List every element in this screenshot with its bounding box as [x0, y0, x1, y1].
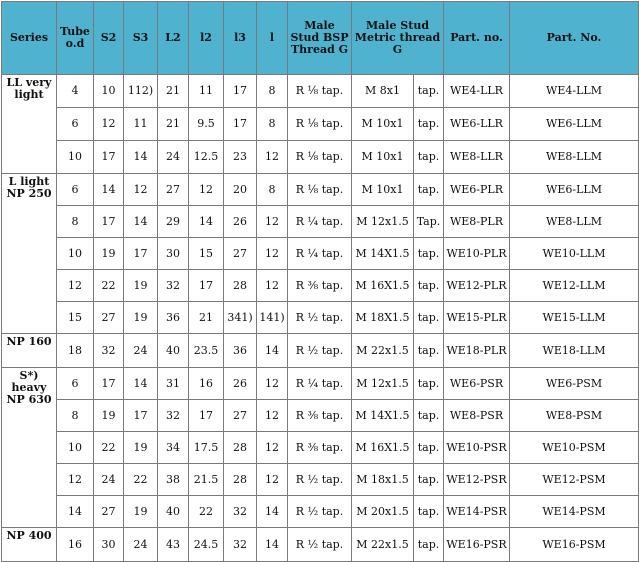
header-metric-thread: Male Stud Metric thread G: [352, 2, 444, 75]
table-row: [2, 528, 639, 562]
l3-cell: 28: [224, 432, 257, 464]
header-series: Series: [2, 2, 57, 75]
part-no-bsp-cell: WE10-PLR: [444, 238, 510, 270]
l2-upper-cell: 27: [158, 174, 189, 206]
l2-lower-cell: 22: [189, 496, 224, 528]
l-cell: 14: [257, 496, 288, 528]
part-no-bsp-cell: WE18-PLR: [444, 334, 510, 368]
fittings-spec-table: [1, 1, 639, 562]
header-s3: S3: [124, 2, 158, 75]
s2-cell: 24: [94, 464, 124, 496]
bsp-thread-cell: R ½ tap.: [288, 464, 352, 496]
l3-cell: 27: [224, 400, 257, 432]
series-cell: LL very light: [2, 75, 57, 174]
part-no-metric-cell: WE14-PSM: [510, 496, 639, 528]
table-row: [2, 302, 639, 334]
part-no-bsp-cell: WE8-PLR: [444, 206, 510, 238]
part-no-metric-cell: WE18-LLM: [510, 334, 639, 368]
series-cell: L light NP 250: [2, 174, 57, 334]
l2-lower-cell: 16: [189, 368, 224, 400]
part-no-metric-cell: WE8-LLM: [510, 141, 639, 174]
part-no-bsp-cell: WE16-PSR: [444, 528, 510, 562]
l3-cell: 17: [224, 108, 257, 141]
l3-cell: 28: [224, 464, 257, 496]
metric-tap-cell: tap.: [414, 464, 444, 496]
part-no-metric-cell: WE10-LLM: [510, 238, 639, 270]
table-row: [2, 400, 639, 432]
l3-cell: 28: [224, 270, 257, 302]
s3-cell: 24: [124, 334, 158, 368]
l2-upper-cell: 21: [158, 108, 189, 141]
s3-cell: 14: [124, 368, 158, 400]
tube-od-cell: 6: [57, 108, 94, 141]
l-cell: 12: [257, 206, 288, 238]
tube-od-cell: 10: [57, 432, 94, 464]
l2-lower-cell: 9.5: [189, 108, 224, 141]
s2-cell: 19: [94, 238, 124, 270]
l2-lower-cell: 15: [189, 238, 224, 270]
l2-upper-cell: 43: [158, 528, 189, 562]
metric-tap-cell: tap.: [414, 75, 444, 108]
bsp-thread-cell: R ⅛ tap.: [288, 75, 352, 108]
table-row: [2, 174, 639, 206]
part-no-metric-cell: WE10-PSM: [510, 432, 639, 464]
s2-cell: 22: [94, 270, 124, 302]
part-no-metric-cell: WE6-PSM: [510, 368, 639, 400]
part-no-bsp-cell: WE6-PLR: [444, 174, 510, 206]
header-row: [2, 2, 639, 75]
s3-cell: 17: [124, 238, 158, 270]
s3-cell: 19: [124, 302, 158, 334]
s2-cell: 19: [94, 400, 124, 432]
bsp-thread-cell: R ⅜ tap.: [288, 432, 352, 464]
l2-upper-cell: 32: [158, 270, 189, 302]
l2-upper-cell: 31: [158, 368, 189, 400]
s2-cell: 30: [94, 528, 124, 562]
tube-od-cell: 6: [57, 368, 94, 400]
table-row: [2, 270, 639, 302]
part-no-metric-cell: WE4-LLM: [510, 75, 639, 108]
l2-lower-cell: 21: [189, 302, 224, 334]
part-no-bsp-cell: WE6-LLR: [444, 108, 510, 141]
s3-cell: 14: [124, 206, 158, 238]
l2-lower-cell: 17.5: [189, 432, 224, 464]
part-no-metric-cell: WE16-PSM: [510, 528, 639, 562]
s3-cell: 11: [124, 108, 158, 141]
l-cell: 12: [257, 238, 288, 270]
part-no-metric-cell: WE15-LLM: [510, 302, 639, 334]
l3-cell: 36: [224, 334, 257, 368]
header-tube-od: Tube o.d: [57, 2, 94, 75]
s3-cell: 17: [124, 400, 158, 432]
bsp-thread-cell: R ½ tap.: [288, 334, 352, 368]
l2-upper-cell: 34: [158, 432, 189, 464]
l2-upper-cell: 30: [158, 238, 189, 270]
l3-cell: 20: [224, 174, 257, 206]
tube-od-cell: 15: [57, 302, 94, 334]
tube-od-cell: 18: [57, 334, 94, 368]
metric-tap-cell: tap.: [414, 432, 444, 464]
bsp-thread-cell: R ½ tap.: [288, 528, 352, 562]
table-row: [2, 238, 639, 270]
l2-upper-cell: 32: [158, 400, 189, 432]
l-cell: 12: [257, 270, 288, 302]
bsp-thread-cell: R ½ tap.: [288, 302, 352, 334]
table-row: [2, 464, 639, 496]
s3-cell: 22: [124, 464, 158, 496]
bsp-thread-cell: R ¼ tap.: [288, 238, 352, 270]
l3-cell: 27: [224, 238, 257, 270]
s3-cell: 112): [124, 75, 158, 108]
l2-lower-cell: 17: [189, 270, 224, 302]
tube-od-cell: 6: [57, 174, 94, 206]
s2-cell: 17: [94, 141, 124, 174]
metric-thread-cell: M 18x1.5: [352, 464, 414, 496]
l2-lower-cell: 12.5: [189, 141, 224, 174]
metric-thread-cell: M 18X1.5: [352, 302, 414, 334]
s2-cell: 22: [94, 432, 124, 464]
metric-tap-cell: tap.: [414, 270, 444, 302]
l3-cell: 17: [224, 75, 257, 108]
header-part-no-bsp: Part. no.: [444, 2, 510, 75]
table-row: [2, 496, 639, 528]
metric-thread-cell: M 14X1.5: [352, 238, 414, 270]
part-no-bsp-cell: WE10-PSR: [444, 432, 510, 464]
series-cell: S*) heavy NP 630: [2, 368, 57, 528]
l-cell: 8: [257, 75, 288, 108]
l3-cell: 26: [224, 206, 257, 238]
tube-od-cell: 12: [57, 464, 94, 496]
part-no-metric-cell: WE6-LLM: [510, 174, 639, 206]
s2-cell: 32: [94, 334, 124, 368]
tube-od-cell: 16: [57, 528, 94, 562]
metric-tap-cell: tap.: [414, 528, 444, 562]
s2-cell: 17: [94, 368, 124, 400]
metric-thread-cell: M 22x1.5: [352, 334, 414, 368]
table-row: [2, 108, 639, 141]
l-cell: 12: [257, 368, 288, 400]
metric-thread-cell: M 14X1.5: [352, 400, 414, 432]
l-cell: 12: [257, 141, 288, 174]
header-bsp-thread: Male Stud BSP Thread G: [288, 2, 352, 75]
l2-upper-cell: 36: [158, 302, 189, 334]
header-l3: l3: [224, 2, 257, 75]
l2-upper-cell: 29: [158, 206, 189, 238]
metric-tap-cell: tap.: [414, 400, 444, 432]
s2-cell: 14: [94, 174, 124, 206]
l2-lower-cell: 21.5: [189, 464, 224, 496]
metric-thread-cell: M 10x1: [352, 141, 414, 174]
header-l2-lower: l2: [189, 2, 224, 75]
bsp-thread-cell: R ¼ tap.: [288, 368, 352, 400]
part-no-bsp-cell: WE6-PSR: [444, 368, 510, 400]
s2-cell: 10: [94, 75, 124, 108]
metric-thread-cell: M 8x1: [352, 75, 414, 108]
table-row: [2, 206, 639, 238]
table-row: [2, 141, 639, 174]
bsp-thread-cell: R ⅛ tap.: [288, 141, 352, 174]
metric-thread-cell: M 20x1.5: [352, 496, 414, 528]
part-no-bsp-cell: WE12-PLR: [444, 270, 510, 302]
tube-od-cell: 14: [57, 496, 94, 528]
metric-tap-cell: tap.: [414, 108, 444, 141]
l-cell: 14: [257, 334, 288, 368]
l2-lower-cell: 23.5: [189, 334, 224, 368]
l-cell: 8: [257, 174, 288, 206]
l2-lower-cell: 12: [189, 174, 224, 206]
s3-cell: 14: [124, 141, 158, 174]
s2-cell: 27: [94, 496, 124, 528]
s2-cell: 27: [94, 302, 124, 334]
series-cell: NP 400: [2, 528, 57, 562]
bsp-thread-cell: R ⅜ tap.: [288, 270, 352, 302]
metric-tap-cell: tap.: [414, 368, 444, 400]
table-row: [2, 334, 639, 368]
metric-tap-cell: tap.: [414, 141, 444, 174]
bsp-thread-cell: R ¼ tap.: [288, 206, 352, 238]
part-no-metric-cell: WE12-PSM: [510, 464, 639, 496]
s2-cell: 12: [94, 108, 124, 141]
bsp-thread-cell: R ⅛ tap.: [288, 174, 352, 206]
metric-thread-cell: M 16X1.5: [352, 432, 414, 464]
s3-cell: 19: [124, 270, 158, 302]
metric-tap-cell: tap.: [414, 496, 444, 528]
metric-thread-cell: M 12x1.5: [352, 206, 414, 238]
l2-upper-cell: 38: [158, 464, 189, 496]
header-part-no-metric: Part. No.: [510, 2, 639, 75]
l2-upper-cell: 21: [158, 75, 189, 108]
tube-od-cell: 10: [57, 238, 94, 270]
l-cell: 14: [257, 528, 288, 562]
part-no-metric-cell: WE6-LLM: [510, 108, 639, 141]
l-cell: 12: [257, 464, 288, 496]
metric-thread-cell: M 12x1.5: [352, 368, 414, 400]
table-row: [2, 432, 639, 464]
l2-lower-cell: 14: [189, 206, 224, 238]
header-s2: S2: [94, 2, 124, 75]
l3-cell: 32: [224, 528, 257, 562]
l-cell: 12: [257, 400, 288, 432]
table-row: [2, 368, 639, 400]
tube-od-cell: 10: [57, 141, 94, 174]
s2-cell: 17: [94, 206, 124, 238]
l3-cell: 23: [224, 141, 257, 174]
bsp-thread-cell: R ⅜ tap.: [288, 400, 352, 432]
l3-cell: 26: [224, 368, 257, 400]
table-row: [2, 75, 639, 108]
metric-thread-cell: M 10x1: [352, 174, 414, 206]
tube-od-cell: 8: [57, 400, 94, 432]
header-l2-upper: L2: [158, 2, 189, 75]
bsp-thread-cell: R ½ tap.: [288, 496, 352, 528]
l-cell: 8: [257, 108, 288, 141]
l-cell: 12: [257, 432, 288, 464]
metric-tap-cell: tap.: [414, 174, 444, 206]
l2-upper-cell: 24: [158, 141, 189, 174]
metric-thread-cell: M 22x1.5: [352, 528, 414, 562]
l2-lower-cell: 11: [189, 75, 224, 108]
part-no-bsp-cell: WE4-LLR: [444, 75, 510, 108]
s3-cell: 19: [124, 496, 158, 528]
part-no-metric-cell: WE8-PSM: [510, 400, 639, 432]
part-no-metric-cell: WE8-LLM: [510, 206, 639, 238]
series-cell: NP 160: [2, 334, 57, 368]
metric-tap-cell: tap.: [414, 238, 444, 270]
metric-tap-cell: tap.: [414, 334, 444, 368]
metric-thread-cell: M 10x1: [352, 108, 414, 141]
metric-tap-cell: tap.: [414, 302, 444, 334]
part-no-bsp-cell: WE8-PSR: [444, 400, 510, 432]
metric-tap-cell: Tap.: [414, 206, 444, 238]
l2-upper-cell: 40: [158, 334, 189, 368]
part-no-bsp-cell: WE8-LLR: [444, 141, 510, 174]
header-l: l: [257, 2, 288, 75]
tube-od-cell: 4: [57, 75, 94, 108]
l3-cell: 341): [224, 302, 257, 334]
part-no-metric-cell: WE12-LLM: [510, 270, 639, 302]
metric-thread-cell: M 16X1.5: [352, 270, 414, 302]
l2-upper-cell: 40: [158, 496, 189, 528]
tube-od-cell: 8: [57, 206, 94, 238]
l-cell: 141): [257, 302, 288, 334]
s3-cell: 19: [124, 432, 158, 464]
part-no-bsp-cell: WE15-PLR: [444, 302, 510, 334]
bsp-thread-cell: R ⅛ tap.: [288, 108, 352, 141]
l3-cell: 32: [224, 496, 257, 528]
part-no-bsp-cell: WE14-PSR: [444, 496, 510, 528]
s3-cell: 24: [124, 528, 158, 562]
part-no-bsp-cell: WE12-PSR: [444, 464, 510, 496]
tube-od-cell: 12: [57, 270, 94, 302]
l2-lower-cell: 24.5: [189, 528, 224, 562]
l2-lower-cell: 17: [189, 400, 224, 432]
s3-cell: 12: [124, 174, 158, 206]
